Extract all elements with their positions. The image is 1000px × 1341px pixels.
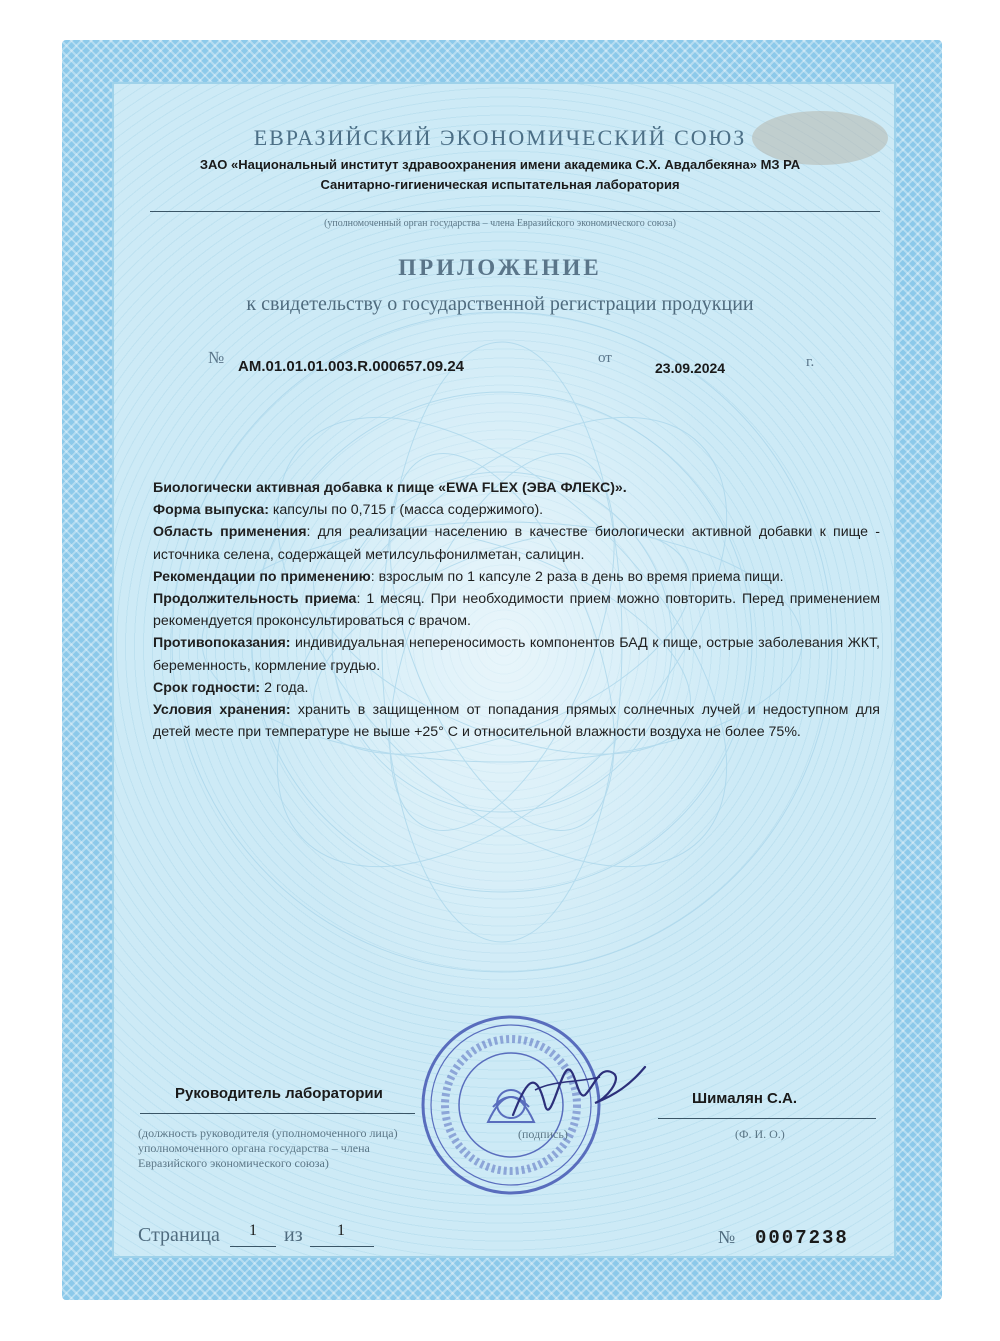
name-caption: (Ф. И. О.)	[735, 1127, 785, 1141]
form-value: капсулы по 0,715 г (масса содержимого).	[268, 502, 544, 519]
scope-value: : для реализации населению в качестве биологически активной добавки к пище - источника селена, содержащей метилсульфонилметан, салицин.	[153, 524, 880, 563]
date-prefix: от	[598, 350, 612, 366]
registration-number: AM.01.01.01.003.R.000657.09.24	[238, 358, 465, 375]
page-word: Страница	[138, 1224, 220, 1246]
usage-value: : взрослым по 1 капсуле 2 раза в день во время приема пищи.	[370, 568, 784, 585]
usage-label: Рекомендации по применению	[153, 568, 371, 585]
position-label: Руководитель лаборатории	[175, 1085, 383, 1102]
document-heading: ПРИЛОЖЕНИЕ	[398, 255, 602, 280]
organization-name: ЗАО «Национальный институт здравоохранения имени академика С.Х. Авдалбекяна» МЗ РА	[199, 157, 801, 172]
header-divider	[150, 211, 880, 212]
position-underline	[140, 1113, 415, 1114]
date-suffix: г.	[806, 354, 815, 370]
page-total-underline	[310, 1246, 374, 1247]
shelf-life-value: 2 года.	[260, 679, 309, 696]
union-title: ЕВРАЗИЙСКИЙ ЭКОНОМИЧЕСКИЙ СОЮЗ	[253, 125, 747, 150]
scope-label: Область применения	[153, 524, 307, 541]
position-note: (должность руководителя (уполномоченного лица) уполномоченного органа государства – члена Евразийского экономического союза)	[138, 1126, 398, 1170]
contraindications-value: индивидуальная непереносимость компонентов БАД к пище, острые заболевания ЖКТ, беременность, кормление грудью.	[153, 635, 880, 674]
laboratory-name: Санитарно-гигиеническая испытательная лаборатория	[320, 177, 680, 192]
storage-label: Условия хранения:	[153, 702, 291, 719]
serial-sign: №	[718, 1227, 736, 1247]
authority-note: (уполномоченный орган государства – члена Евразийского экономического союза)	[324, 218, 676, 229]
product-description	[153, 477, 880, 743]
duration-label: Продолжительность приема	[153, 591, 357, 608]
serial-number: 0007238	[755, 1227, 849, 1249]
contraindications-label: Противопоказания:	[153, 635, 291, 652]
page-current: 1	[249, 1222, 257, 1239]
signature-caption: (подпись)	[518, 1127, 568, 1141]
name-underline	[658, 1118, 876, 1119]
shelf-life-label: Срок годности:	[153, 679, 261, 696]
signatory-name: Шималян С.А.	[692, 1090, 798, 1107]
page-current-underline	[230, 1246, 276, 1247]
product-name: Биологически активная добавка к пище «EWA FLEX (ЭВА ФЛЕКС)».	[153, 480, 627, 496]
document-subheading: к свидетельству о государственной регистрации продукции	[246, 293, 754, 315]
storage-value: хранить в защищенном от попадания прямых солнечных лучей и недоступном для детей месте при температуре не выше +25° С и относительной влажности воздуха не более 75%.	[153, 702, 880, 741]
page-total: 1	[337, 1222, 345, 1239]
number-sign: №	[208, 348, 225, 367]
signature	[505, 1045, 650, 1135]
page-of: из	[284, 1224, 303, 1246]
registration-date: 23.09.2024	[655, 360, 726, 376]
form-label: Форма выпуска:	[153, 502, 269, 519]
duration-value: : 1 месяц. При необходимости прием можно повторить. Перед применением рекомендуется проконсультироваться с врачом.	[153, 591, 880, 630]
